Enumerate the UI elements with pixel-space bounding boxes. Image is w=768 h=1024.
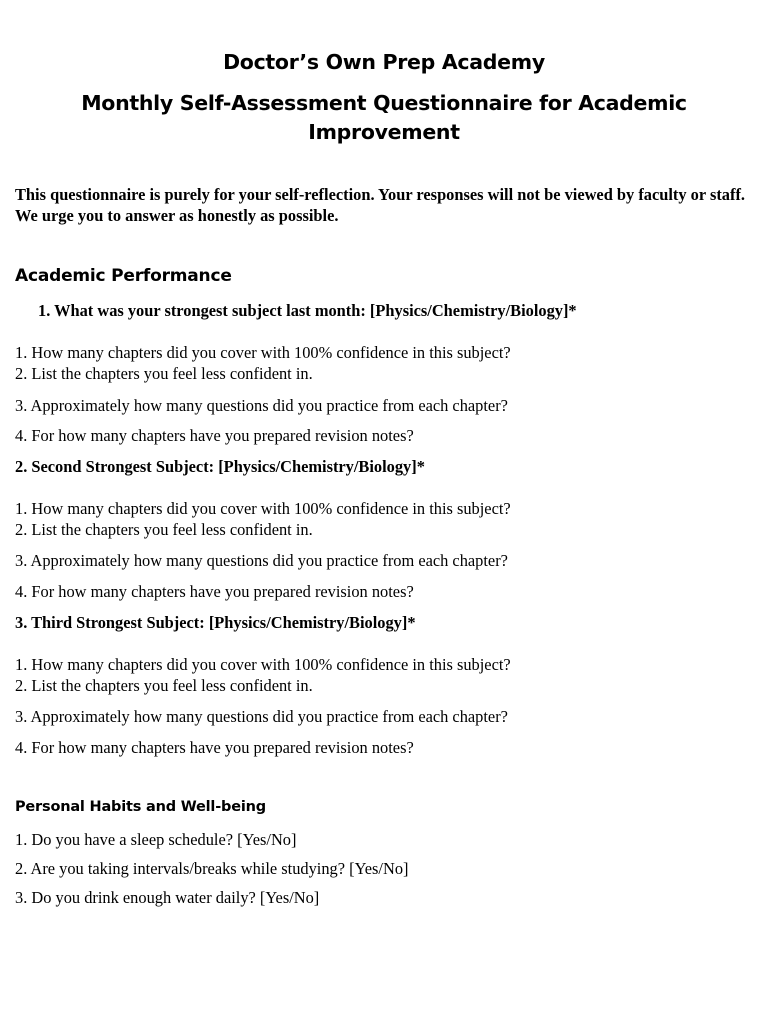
subject-1-item-1: 1. How many chapters did you cover with 100% confidence in this subject? [15, 343, 511, 362]
section-heading-academic-performance: Academic Performance [15, 266, 232, 286]
subject-question-1: 1. What was your strongest subject last month: [Physics/Chemistry/Biology]* [38, 301, 577, 320]
subject-question-3: 3. Third Strongest Subject: [Physics/Chemistry/Biology]* [15, 613, 416, 632]
habit-item-1: 1. Do you have a sleep schedule? [Yes/No] [15, 830, 297, 849]
subject-2-item-1: 1. How many chapters did you cover with 100% confidence in this subject? [15, 499, 511, 518]
questionnaire-title: Monthly Self-Assessment Questionnaire for Academic Improvement [81, 91, 687, 144]
subject-3-item-3: 3. Approximately how many questions did you practice from each chapter? [15, 707, 508, 726]
subject-1-item-4: 4. For how many chapters have you prepared revision notes? [15, 426, 414, 445]
section-heading-personal-habits: Personal Habits and Well-being [15, 799, 266, 815]
habit-item-2: 2. Are you taking intervals/breaks while studying? [Yes/No] [15, 859, 409, 878]
subject-2-item-2: 2. List the chapters you feel less confident in. [15, 520, 313, 539]
subject-question-2: 2. Second Strongest Subject: [Physics/Chemistry/Biology]* [15, 457, 425, 476]
subject-1-item-2: 2. List the chapters you feel less confident in. [15, 364, 313, 383]
subject-3-item-4: 4. For how many chapters have you prepared revision notes? [15, 738, 414, 757]
subject-3-item-1: 1. How many chapters did you cover with 100% confidence in this subject? [15, 655, 511, 674]
academy-name: Doctor’s Own Prep Academy [223, 50, 545, 74]
subject-1-item-3: 3. Approximately how many questions did you practice from each chapter? [15, 396, 508, 415]
subject-2-item-4: 4. For how many chapters have you prepared revision notes? [15, 582, 414, 601]
subject-3-item-2: 2. List the chapters you feel less confident in. [15, 676, 313, 695]
habit-item-3: 3. Do you drink enough water daily? [Yes/No] [15, 888, 320, 907]
subject-2-item-3: 3. Approximately how many questions did you practice from each chapter? [15, 551, 508, 570]
intro-paragraph: This questionnaire is purely for your self-reflection. Your responses will not be viewed by faculty or staff. We urge you to answer as honestly as possible. [15, 185, 745, 225]
